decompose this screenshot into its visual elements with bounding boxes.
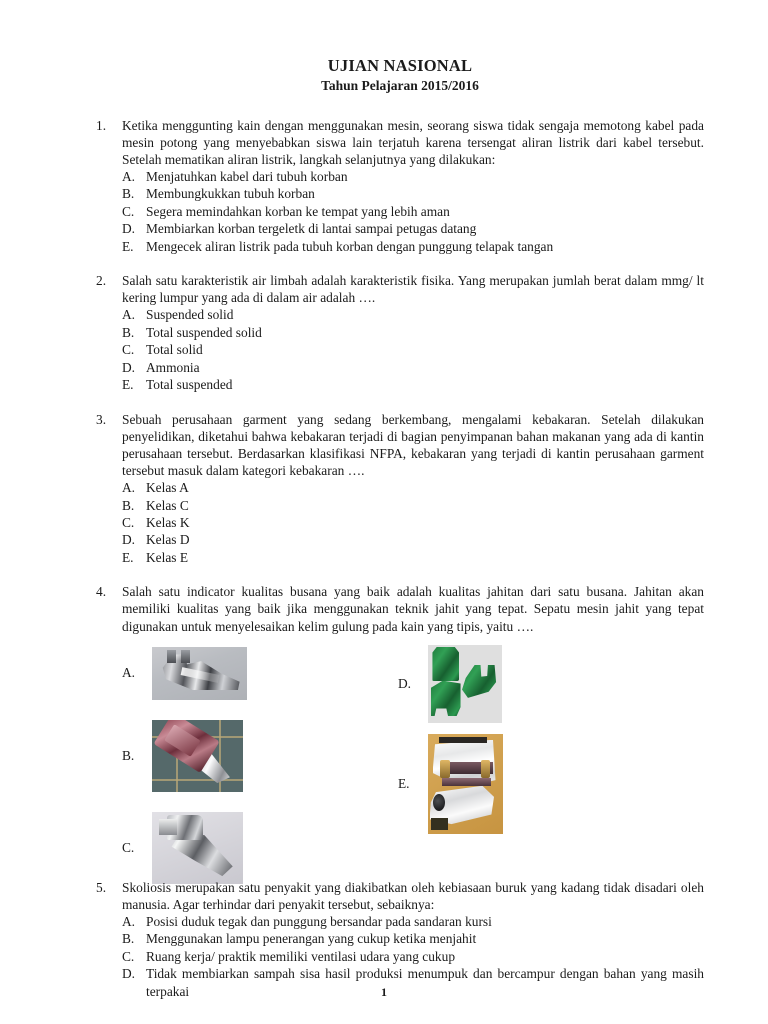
option-b[interactable]: [122, 930, 704, 947]
option-text: Kelas E: [146, 549, 189, 565]
option-letter: C.: [122, 839, 135, 855]
question-body: [122, 879, 704, 1000]
option-text: Kelas C: [146, 497, 189, 513]
question-stem: Salah satu karakteristik air limbah adalah karakteristik fisika. Yang merupakan jumlah berat dalam mmg/ lt kering lumpur yang ada di dalam air adalah ….: [122, 273, 704, 306]
foot-knob: [440, 760, 450, 778]
question-5: [96, 879, 704, 1000]
option-b[interactable]: [122, 497, 704, 514]
option-text: Membiarkan korban tergeletk di lantai sampai petugas datang: [146, 221, 477, 237]
question-stem: Skoliosis merupakan satu penyakit yang diakibatkan oleh kebiasaan buruk yang kadang tidak disadari oleh manusia. Agar terhindar dari penyakit tersebut, sebaiknya:: [122, 879, 704, 912]
option-text: Membungkukkan tubuh korban: [146, 186, 315, 202]
question-stem: Salah satu indicator kualitas busana yang baik adalah kualitas jahitan dari satu busana. Jahitan akan memiliki kualitas yang baik jika menggunakan teknik jahit yang tepat. Sepatu mesin jahit yang tepat digunakan untuk menyelesaikan kelim gulung pada kain yang tipis, yaitu ….: [122, 584, 704, 634]
metal-presser-feet-on-tan-surface-photo: [428, 734, 503, 834]
foot-crossbar: [442, 778, 492, 786]
foot-hook-shape: [159, 819, 177, 835]
question-number: 1.: [96, 117, 107, 133]
question-body: [122, 583, 704, 861]
option-text: Posisi duduk tegak dan punggung bersandar pada sandaran kursi: [146, 914, 492, 930]
image-option-a[interactable]: [122, 647, 247, 700]
option-list: [122, 168, 704, 255]
foot-dial: [433, 794, 445, 811]
option-text: Total suspended solid: [146, 324, 262, 340]
option-letter: D.: [122, 359, 136, 375]
option-text: Ammonia: [146, 359, 200, 375]
question-4: [96, 583, 704, 861]
page-title: UJIAN NASIONAL: [327, 56, 473, 75]
rose-presser-foot-on-cutting-mat-photo: [152, 720, 243, 792]
option-text: Menjatuhkan kabel dari tubuh korban: [146, 168, 348, 184]
option-text: Kelas K: [146, 514, 190, 530]
option-letter: C.: [122, 342, 135, 358]
option-c[interactable]: [122, 203, 704, 220]
option-letter: D.: [122, 221, 136, 237]
option-text: Segera memindahkan korban ke tempat yang lebih aman: [146, 203, 450, 219]
option-text: Suspended solid: [146, 307, 234, 323]
option-text: Kelas D: [146, 532, 190, 548]
option-letter: D.: [122, 532, 136, 548]
page-subtitle: Tahun Pelajaran 2015/2016: [321, 77, 479, 93]
option-c[interactable]: [122, 341, 704, 358]
question-body: [122, 117, 704, 256]
image-option-c[interactable]: [122, 812, 243, 884]
image-option-b[interactable]: [122, 720, 243, 792]
option-b[interactable]: [122, 324, 704, 341]
question-number: 2.: [96, 273, 107, 289]
question-stem: Ketika menggunting kain dengan menggunakan mesin, seorang siswa tidak sengaja memotong kabel pada mesin potong yang menyebabkan siswa lain terjatuh karena tersengat aliran listrik dari kabel tersebut. Setelah mematikan aliran listrik, langkah selanjutnya yang dilakukan:: [122, 117, 704, 167]
question-body: [122, 272, 704, 393]
page-number-footer: 1: [381, 985, 387, 999]
option-d[interactable]: [122, 531, 704, 548]
option-text: Ruang kerja/ praktik memiliki ventilasi udara yang cukup: [146, 948, 456, 964]
silver-presser-foot-photo: [152, 812, 243, 884]
option-letter: E.: [122, 238, 134, 254]
option-list: [122, 306, 704, 393]
option-text: Kelas A: [146, 480, 189, 496]
foot-prong: [181, 650, 190, 663]
document-header: [96, 56, 704, 95]
option-c[interactable]: [122, 514, 704, 531]
foot-knob: [481, 760, 491, 778]
image-option-grid: [122, 647, 704, 862]
option-e[interactable]: [122, 238, 704, 255]
option-letter: B.: [122, 186, 135, 202]
green-plastic-piece: [431, 681, 461, 717]
option-c[interactable]: [122, 948, 704, 965]
question-1: [96, 117, 704, 256]
option-e[interactable]: [122, 376, 704, 393]
option-a[interactable]: [122, 479, 704, 496]
option-letter: D.: [122, 966, 136, 982]
option-letter: B.: [122, 747, 135, 763]
mat-gridline: [152, 779, 243, 781]
question-number: 5.: [96, 879, 107, 895]
option-text: Total suspended: [146, 377, 233, 393]
chrome-presser-foot-photo: [152, 647, 247, 700]
option-letter: A.: [122, 307, 136, 323]
option-letter: A.: [122, 665, 136, 681]
question-2: [96, 272, 704, 393]
option-letter: E.: [122, 377, 134, 393]
option-letter: E.: [398, 775, 410, 791]
option-a[interactable]: [122, 306, 704, 323]
green-plastic-piece: [462, 665, 499, 699]
question-number: 3.: [96, 411, 107, 427]
question-body: [122, 411, 704, 567]
question-3: [96, 411, 704, 567]
option-d[interactable]: [122, 359, 704, 376]
option-list: [122, 479, 704, 566]
image-option-d[interactable]: [398, 645, 502, 723]
option-b[interactable]: [122, 185, 704, 202]
option-a[interactable]: [122, 168, 704, 185]
option-text: Menggunakan lampu penerangan yang cukup ketika menjahit: [146, 931, 477, 947]
dark-foot-edge: [431, 818, 448, 830]
option-a[interactable]: [122, 913, 704, 930]
option-text: Mengecek aliran listrik pada tubuh korban dengan punggung telapak tangan: [146, 238, 554, 254]
image-option-e[interactable]: [398, 734, 503, 834]
option-letter: D.: [398, 675, 412, 691]
option-letter: A.: [122, 168, 136, 184]
option-d[interactable]: [122, 220, 704, 237]
option-letter: C.: [122, 203, 135, 219]
option-text: Tidak membiarkan sampah sisa hasil produksi menumpuk dan bercampur dengan bahan yang masih terpakai: [146, 966, 704, 999]
option-letter: B.: [122, 324, 135, 340]
green-plastic-piece: [432, 647, 459, 681]
question-number: 4.: [96, 584, 107, 600]
question-stem: Sebuah perusahaan garment yang sedang berkembang, mengalami kebakaran. Setelah dilakukan penyelidikan, diketahui bahwa kebakaran terjadi di bagian penyimpanan bahan makanan yang ada di kantin perusahaan tersebut. Berdasarkan klasifikasi NFPA, kebakaran yang terjadi di kantin perusahaan garment tersebut masuk dalam kategori kebakaran ….: [122, 411, 704, 478]
dark-top-edge: [439, 737, 487, 743]
option-e[interactable]: [122, 549, 704, 566]
green-plastic-feet-photo: [428, 645, 502, 723]
option-letter: A.: [122, 480, 136, 496]
foot-prong: [167, 650, 176, 663]
option-text: Total solid: [146, 342, 203, 358]
option-letter: E.: [122, 549, 134, 565]
option-letter: B.: [122, 497, 135, 513]
option-letter: C.: [122, 948, 135, 964]
option-letter: C.: [122, 514, 135, 530]
option-letter: A.: [122, 914, 136, 930]
option-letter: B.: [122, 931, 135, 947]
